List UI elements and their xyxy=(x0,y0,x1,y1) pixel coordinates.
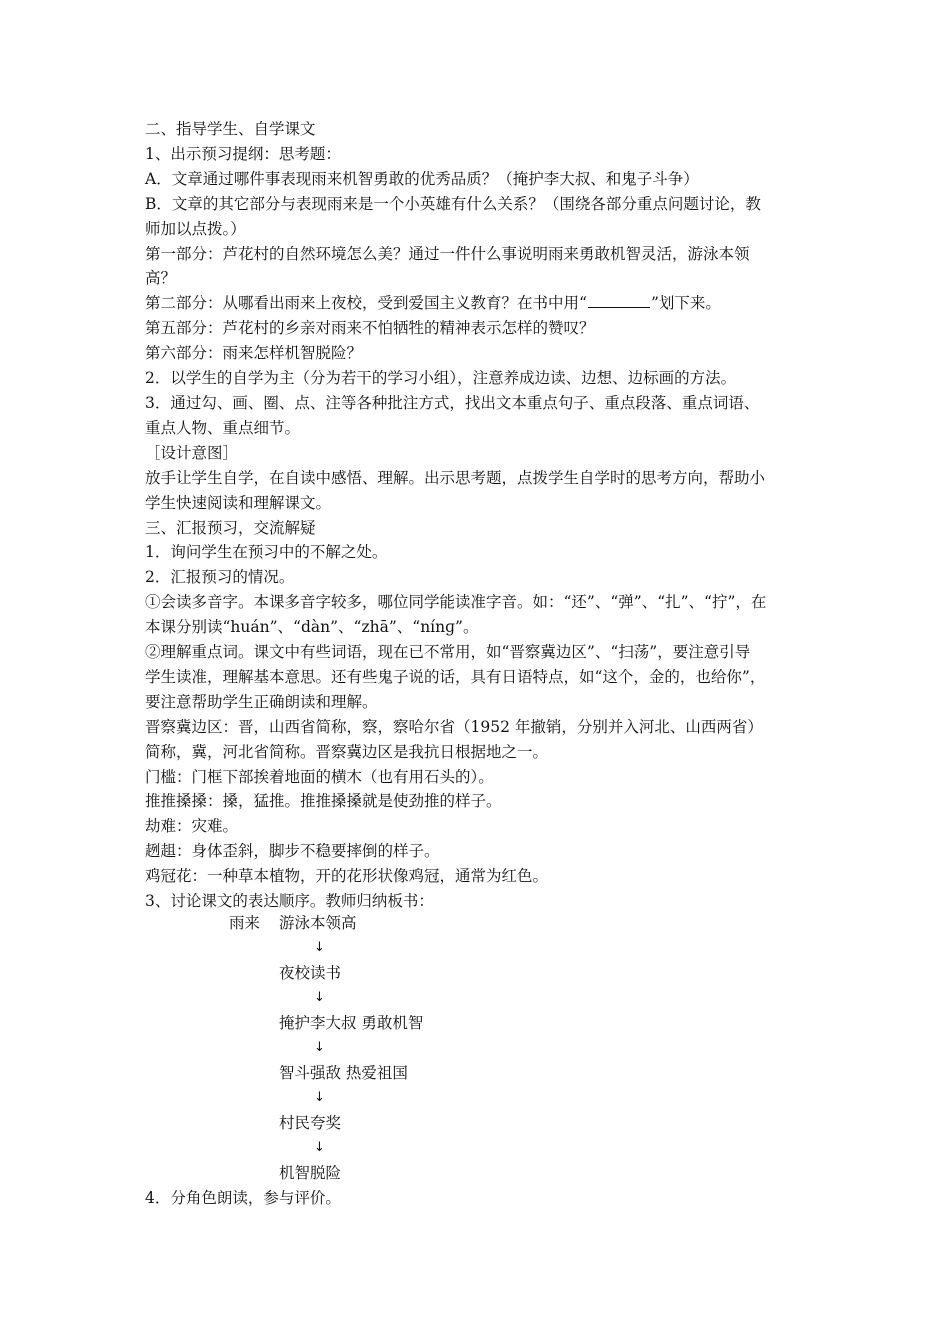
text-line: 2．汇报预习的情况。 xyxy=(145,568,295,587)
document-body xyxy=(145,117,810,914)
text-line: 第五部分：芦花村的乡亲对雨来不怕牺牲的精神表示怎样的赞叹？ xyxy=(145,319,595,338)
text-line: 要注意帮助学生正确朗读和理解。 xyxy=(145,692,378,711)
text-line: 推推搡搡：搡，猛推。推推搡搡就是使劲推的样子。 xyxy=(145,792,502,811)
flow-node: 村民夸奖 xyxy=(279,1114,342,1132)
text-line: 放手让学生自学，在自读中感悟、理解。出示思考题，点拨学生自学时的思考方向，帮助小 xyxy=(145,468,766,487)
text-line: ①会读多音字。本课多音字较多，哪位同学能读准字音。如：“还”、“弹”、“扎”、“拧”，在 xyxy=(145,593,767,612)
text-line: 门槛：门框下部挨着地面的横木（也有用石头的）。 xyxy=(145,767,494,786)
text-line: 3、讨论课文的表达顺序。教师归纳板书： xyxy=(145,892,434,911)
text-line: 重点人物、重点细节。 xyxy=(145,418,301,437)
text-line: 2．以学生的自学为主（分为若干的学习小组），注意养成边读、边想、边标画的方法。 xyxy=(145,369,737,388)
flow-node: 机智脱险 xyxy=(279,1164,342,1182)
text-line: 师加以点拨。） xyxy=(145,219,246,238)
down-arrow-icon: ↓ xyxy=(314,940,325,955)
text-line: B．文章的其它部分与表现雨来是一个小英雄有什么关系？（围绕各部分重点问题讨论，教 xyxy=(145,194,761,213)
down-arrow-icon: ↓ xyxy=(314,1140,325,1155)
text-line: 三、汇报预习，交流解疑 xyxy=(145,518,316,537)
text-line: 劫难：灾难。 xyxy=(145,817,239,836)
fill-in-blank xyxy=(588,293,650,308)
blank-prefix: 第二部分：从哪看出雨来上夜校，受到爱国主义教育？在书中用“ xyxy=(145,294,587,313)
flow-node: 掩护李大叔 勇敢机智 xyxy=(279,1014,424,1032)
text-line: ②理解重点词。课文中有些词语，现在已不常用，如“晋察冀边区”、“扫荡”，要注意引导 xyxy=(145,643,751,662)
text-line: 简称，冀，河北省简称。晋察冀边区是我抗日根据地之一。 xyxy=(145,742,549,761)
text-line: 鸡冠花：一种草本植物，开的花形状像鸡冠，通常为红色。 xyxy=(145,867,549,886)
text-line: 本课分别读“huán”、“dàn”、“zhā”、“nínɡ”。 xyxy=(145,618,479,637)
text-line: 晋察冀边区：晋，山西省简称，察，察哈尔省（1952 年撤销，分别并入河北、山西两省） xyxy=(145,717,763,736)
down-arrow-icon: ↓ xyxy=(314,1090,325,1105)
text-line: 学生读准，理解基本意思。还有些鬼子说的话，具有日语特点，如“这个，金的，也给你”， xyxy=(145,667,766,686)
text-line: 1、出示预习提纲：思考题： xyxy=(145,144,341,163)
text-line: A．文章通过哪件事表现雨来机智勇敢的优秀品质？（掩护李大叔、和鬼子斗争） xyxy=(145,169,699,188)
text-line: 1．询问学生在预习中的不解之处。 xyxy=(145,543,388,562)
flow-node: 夜校读书 xyxy=(279,964,342,982)
text-line: 3．通过勾、画、圈、点、注等各种批注方式，找出文本重点句子、重点段落、重点词语、 xyxy=(145,393,760,412)
blank-suffix: ”划下来。 xyxy=(650,294,721,313)
text-line-with-blank xyxy=(145,291,810,316)
text-line: 高？ xyxy=(145,269,177,288)
text-line: 学生快速阅读和理解课文。 xyxy=(145,493,332,512)
text-line: 趔趄：身体歪斜，脚步不稳要摔倒的样子。 xyxy=(145,842,440,861)
flow-node: 智斗强敌 热爱祖国 xyxy=(279,1064,408,1082)
flow-head: 雨来 xyxy=(229,914,261,932)
down-arrow-icon: ↓ xyxy=(314,1040,325,1055)
text-line: 第六部分：雨来怎样机智脱险？ xyxy=(145,344,363,363)
text-line: 二、指导学生、自学课文 xyxy=(145,120,316,138)
text-line: 第一部分：芦花村的自然环境怎么美？通过一件什么事说明雨来勇敢机智灵活，游泳本领 xyxy=(145,244,750,263)
flow-node: 游泳本领高 xyxy=(279,914,357,932)
text-line: 4．分角色朗读，参与评价。 xyxy=(145,1189,341,1207)
text-line: ［设计意图］ xyxy=(145,443,239,462)
down-arrow-icon: ↓ xyxy=(314,990,325,1005)
